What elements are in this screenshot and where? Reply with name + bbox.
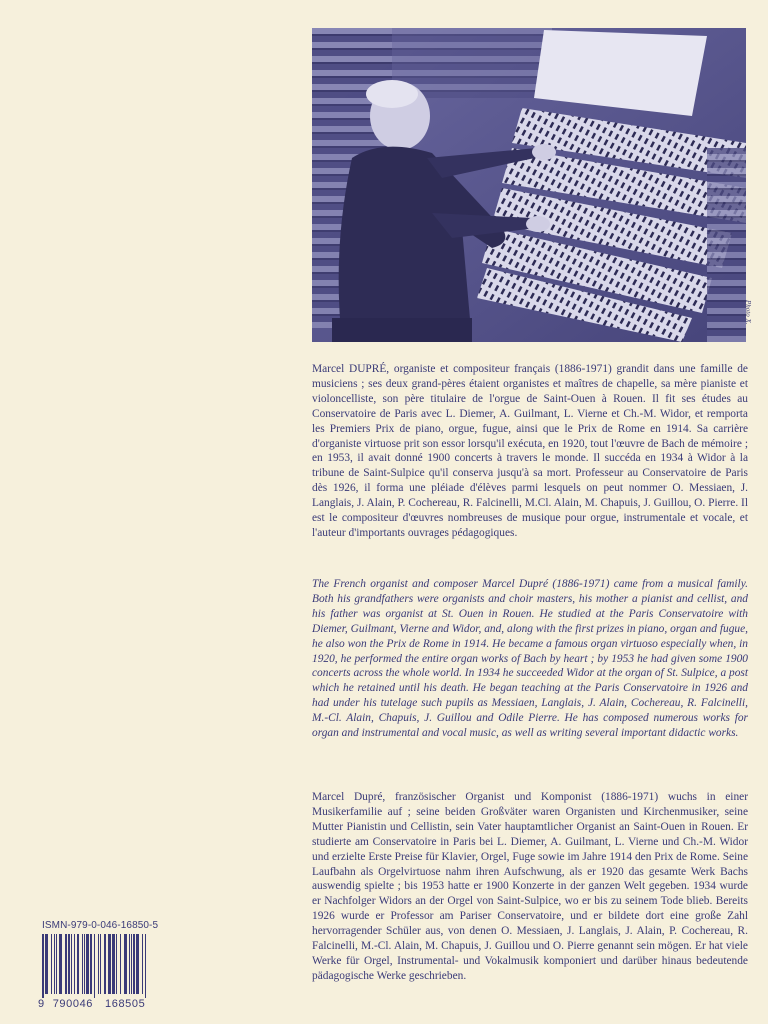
- barcode-bar: [108, 934, 111, 994]
- barcode-bar: [100, 934, 101, 994]
- barcode-bar: [71, 934, 72, 994]
- photo-credit: Photo X.: [744, 300, 752, 325]
- barcode-bar: [124, 934, 127, 994]
- barcode-bar: [86, 934, 89, 994]
- barcode-bar: [51, 934, 52, 994]
- barcode-digits: [38, 998, 172, 1010]
- barcode-bar: [59, 934, 62, 994]
- barcode-bar: [54, 934, 55, 994]
- biography-german: Marcel Dupré, französischer Organist und Komponist (1886-1971) wuchs in einer Musikerfamilie auf ; seine beiden Großväter waren Organisten und Kirchenmusiker, seine Mutter Pianistin und Cellistin, sein Vater hauptamtlicher Organist an Saint-Ouen in Rouen. Er studierte am Conservatoire in Paris bei L. Diemer, A. Guilmant, L. Vierne und Ch.-M. Widor und erzielte Erste Preise für Klavier, Orgel, Fuge sowie im Jahre 1914 den Prix de Rome. Seine Laufbahn als Orgelvirtuose nahm ihren Aufschwung, als er 1920 das gesamte Werk Bachs auswendig spielte ; bis 1953 hatte er 1900 Konzerte in der ganzen Welt gegeben. 1934 wurde er Nachfolger Widors an der Orgel von Saint-Sulpice, wo er bis zu seinem Tode blieb. Bereits 1926 wurde er Professor am Pariser Conservatoire, und er bildete dort eine große Zahl hervorragender Schüler aus, von denen O. Messiaen, J. Langlais, J. Alain, P. Cochereau, R. Falcinelli, M.-Cl. Alain, M. Chapuis, J. Guillou und O. Pierre genannt sein mögen. Er hat viele Werke für Orgel, Instrumental- und Vokalmusik komponiert und darüber hinaus bedeutende pädagogische Werke geschrieben.: [312, 791, 748, 982]
- barcode-bar: [68, 934, 70, 994]
- barcode-bar: [42, 934, 44, 998]
- barcode-digits-left: 790046: [52, 998, 94, 1010]
- barcode-digit-prefix: 9: [38, 998, 45, 1010]
- organist-photo: [312, 28, 746, 342]
- barcode-bar: [74, 934, 75, 994]
- barcode-bar: [120, 934, 121, 994]
- barcode: [40, 934, 168, 998]
- barcode-digits-right: 168505: [105, 998, 146, 1010]
- barcode-bar: [94, 934, 95, 998]
- barcode-bar: [65, 934, 67, 994]
- barcode-bar: [116, 934, 117, 994]
- barcode-bar: [136, 934, 139, 994]
- biography-french: Marcel DUPRÉ, organiste et compositeur français (1886-1971) grandit dans une famille de musiciens ; ses deux grand-pères étaient organistes et maîtres de chapelle, sa mère pianiste et violoncelliste, son père titulaire de l'orgue de Saint-Ouen à Rouen. Il fit ses études au Conservatoire de Paris avec L. Diemer, A. Guilmant, L. Vierne et Ch.-M. Widor, et remporta les Premiers Prix de piano, orgue, fugue, ainsi que le Prix de Rome en 1914. Sa carrière d'organiste virtuose prit son essor lorsqu'il exécuta, en 1920, tout l'œuvre de Bach de mémoire ; en 1953, il avait donné 1900 concerts à travers le monde. Il succéda en 1934 à Widor à la tribune de Saint-Sulpice qu'il conserva jusqu'à sa mort. Professeur au Conservatoire de Paris dès 1926, il forma une pléiade d'élèves parmi lesquels on peut nommer O. Messiaen, J. Langlais, J. Alain, P. Cochereau, R. Falcinelli, M.Cl. Alain, M. Chapuis, J. Guillou, O. Pierre. Il est le compositeur d'œuvres nombreuses de musique pour orgue, instrumentale et vocale, et l'auteur d'importants ouvrages pédagogiques.: [312, 363, 748, 539]
- barcode-bar: [145, 934, 146, 998]
- biography-english: The French organist and composer Marcel Dupré (1886-1971) came from a musical family. Both his grandfathers were organists and choir masters, his mother a pianist and cellist, and his father was organist at St. Ouen in Rouen. He studied at the Paris Conservatoire with Diemer, Guilmant, Vierne and Widor, and, along with the first prizes in piano, organ and fugue, he also won the Prix de Rome in 1914. He became a famous organ virtuoso especially when, in 1920, he performed the entire organ works of Bach by heart ; by 1953 he had given some 1900 concerts across the whole world. In 1934 he succeeded Widor at the organ of St. Sulpice, a post which he retained until his death. He began teaching at the Paris Conservatoire in 1926 and had under his tutelage such pupils as Messiaen, Langlais, J. Alain, Cochereau, R. Falcinelli, M.-Cl. Alain, Chapuis, J. Guillou and Odile Pierre. He has composed numerous works for organ and instrumental and vocal music, as well as writing several important didactic works.: [312, 578, 748, 740]
- barcode-bar: [98, 934, 99, 994]
- ismn-number: ISMN-979-0-046-16850-5: [42, 920, 159, 931]
- barcode-bar: [77, 934, 79, 994]
- barcode-bar: [112, 934, 115, 994]
- barcode-bar: [131, 934, 132, 994]
- barcode-bar: [104, 934, 106, 994]
- barcode-bar: [56, 934, 57, 994]
- barcode-bar: [82, 934, 83, 994]
- barcode-bar: [142, 934, 143, 994]
- barcode-bar: [45, 934, 48, 994]
- barcode-bar: [84, 934, 85, 994]
- barcode-bar: [90, 934, 92, 994]
- barcode-bar: [133, 934, 135, 994]
- barcode-bar: [129, 934, 130, 994]
